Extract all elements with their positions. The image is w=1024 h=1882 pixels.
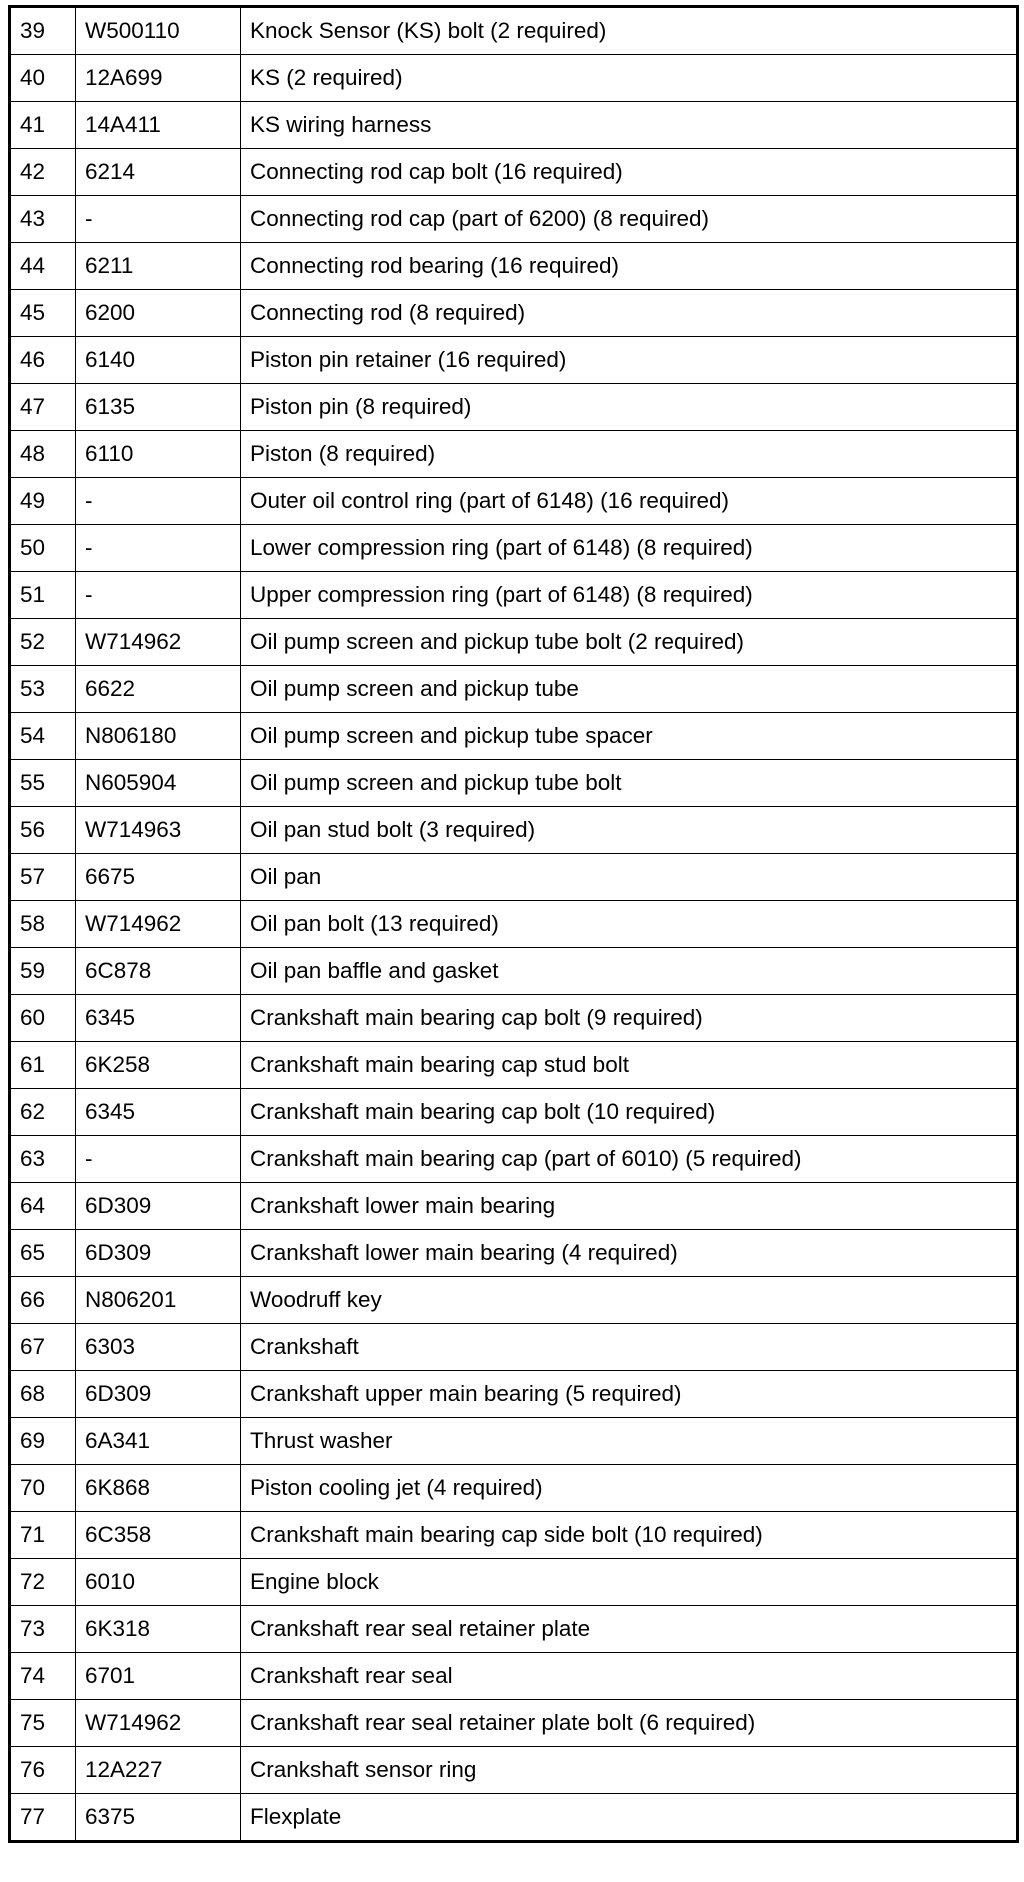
description-cell: Connecting rod bearing (16 required) (241, 243, 1018, 290)
item-number-cell: 72 (10, 1559, 76, 1606)
description-cell: Oil pan baffle and gasket (241, 948, 1018, 995)
parts-table-body (10, 7, 1018, 1842)
part-number-cell: 6622 (76, 666, 241, 713)
part-number-cell: - (76, 525, 241, 572)
table-row (10, 243, 1018, 290)
part-number-cell: W714962 (76, 1700, 241, 1747)
table-row (10, 666, 1018, 713)
part-number-cell: 6675 (76, 854, 241, 901)
table-row (10, 1277, 1018, 1324)
part-number-cell: W714962 (76, 901, 241, 948)
item-number-cell: 44 (10, 243, 76, 290)
table-row (10, 290, 1018, 337)
part-number-cell: 6345 (76, 1089, 241, 1136)
part-number-cell: 12A699 (76, 55, 241, 102)
description-cell: Outer oil control ring (part of 6148) (16 required) (241, 478, 1018, 525)
item-number-cell: 77 (10, 1794, 76, 1842)
item-number-cell: 40 (10, 55, 76, 102)
description-cell: Lower compression ring (part of 6148) (8 required) (241, 525, 1018, 572)
item-number-cell: 47 (10, 384, 76, 431)
table-row (10, 431, 1018, 478)
item-number-cell: 62 (10, 1089, 76, 1136)
table-row (10, 1512, 1018, 1559)
description-cell: KS wiring harness (241, 102, 1018, 149)
item-number-cell: 61 (10, 1042, 76, 1089)
table-row (10, 1418, 1018, 1465)
description-cell: Oil pump screen and pickup tube bolt (241, 760, 1018, 807)
parts-table (8, 5, 1019, 1843)
table-row (10, 1559, 1018, 1606)
description-cell: KS (2 required) (241, 55, 1018, 102)
item-number-cell: 49 (10, 478, 76, 525)
item-number-cell: 58 (10, 901, 76, 948)
part-number-cell: W500110 (76, 7, 241, 55)
table-row (10, 55, 1018, 102)
table-row (10, 525, 1018, 572)
table-row (10, 7, 1018, 55)
item-number-cell: 52 (10, 619, 76, 666)
item-number-cell: 60 (10, 995, 76, 1042)
part-number-cell: 6C878 (76, 948, 241, 995)
table-row (10, 1606, 1018, 1653)
part-number-cell: 6303 (76, 1324, 241, 1371)
table-row (10, 384, 1018, 431)
part-number-cell: 6140 (76, 337, 241, 384)
description-cell: Crankshaft main bearing cap bolt (9 required) (241, 995, 1018, 1042)
description-cell: Crankshaft main bearing cap stud bolt (241, 1042, 1018, 1089)
part-number-cell: N806201 (76, 1277, 241, 1324)
table-row (10, 102, 1018, 149)
description-cell: Crankshaft main bearing cap (part of 6010) (5 required) (241, 1136, 1018, 1183)
description-cell: Crankshaft rear seal retainer plate (241, 1606, 1018, 1653)
part-number-cell: 6110 (76, 431, 241, 478)
description-cell: Crankshaft lower main bearing (241, 1183, 1018, 1230)
table-row (10, 1747, 1018, 1794)
part-number-cell: 6345 (76, 995, 241, 1042)
table-row (10, 1700, 1018, 1747)
description-cell: Upper compression ring (part of 6148) (8 required) (241, 572, 1018, 619)
part-number-cell: 6214 (76, 149, 241, 196)
description-cell: Piston pin retainer (16 required) (241, 337, 1018, 384)
table-row (10, 1089, 1018, 1136)
part-number-cell: - (76, 478, 241, 525)
table-row (10, 760, 1018, 807)
item-number-cell: 70 (10, 1465, 76, 1512)
item-number-cell: 63 (10, 1136, 76, 1183)
item-number-cell: 56 (10, 807, 76, 854)
item-number-cell: 65 (10, 1230, 76, 1277)
part-number-cell: 6C358 (76, 1512, 241, 1559)
item-number-cell: 73 (10, 1606, 76, 1653)
item-number-cell: 71 (10, 1512, 76, 1559)
description-cell: Crankshaft (241, 1324, 1018, 1371)
part-number-cell: 14A411 (76, 102, 241, 149)
part-number-cell: N605904 (76, 760, 241, 807)
item-number-cell: 74 (10, 1653, 76, 1700)
item-number-cell: 66 (10, 1277, 76, 1324)
part-number-cell: N806180 (76, 713, 241, 760)
part-number-cell: 6D309 (76, 1230, 241, 1277)
part-number-cell: 6K258 (76, 1042, 241, 1089)
description-cell: Crankshaft lower main bearing (4 required) (241, 1230, 1018, 1277)
table-row (10, 572, 1018, 619)
item-number-cell: 59 (10, 948, 76, 995)
description-cell: Piston pin (8 required) (241, 384, 1018, 431)
description-cell: Crankshaft rear seal (241, 1653, 1018, 1700)
table-row (10, 149, 1018, 196)
item-number-cell: 57 (10, 854, 76, 901)
item-number-cell: 41 (10, 102, 76, 149)
part-number-cell: 6135 (76, 384, 241, 431)
table-row (10, 1042, 1018, 1089)
part-number-cell: 6010 (76, 1559, 241, 1606)
item-number-cell: 43 (10, 196, 76, 243)
part-number-cell: 6K318 (76, 1606, 241, 1653)
table-row (10, 196, 1018, 243)
table-row (10, 1653, 1018, 1700)
description-cell: Piston cooling jet (4 required) (241, 1465, 1018, 1512)
description-cell: Crankshaft main bearing cap bolt (10 required) (241, 1089, 1018, 1136)
item-number-cell: 68 (10, 1371, 76, 1418)
description-cell: Knock Sensor (KS) bolt (2 required) (241, 7, 1018, 55)
table-row (10, 1465, 1018, 1512)
table-row (10, 619, 1018, 666)
part-number-cell: 6701 (76, 1653, 241, 1700)
table-row (10, 1136, 1018, 1183)
item-number-cell: 46 (10, 337, 76, 384)
table-row (10, 337, 1018, 384)
item-number-cell: 55 (10, 760, 76, 807)
description-cell: Woodruff key (241, 1277, 1018, 1324)
description-cell: Oil pan bolt (13 required) (241, 901, 1018, 948)
description-cell: Crankshaft upper main bearing (5 required) (241, 1371, 1018, 1418)
part-number-cell: - (76, 196, 241, 243)
item-number-cell: 54 (10, 713, 76, 760)
table-row (10, 854, 1018, 901)
part-number-cell: W714962 (76, 619, 241, 666)
part-number-cell: W714963 (76, 807, 241, 854)
table-row (10, 901, 1018, 948)
item-number-cell: 67 (10, 1324, 76, 1371)
part-number-cell: - (76, 572, 241, 619)
description-cell: Oil pan stud bolt (3 required) (241, 807, 1018, 854)
description-cell: Oil pan (241, 854, 1018, 901)
description-cell: Crankshaft rear seal retainer plate bolt (6 required) (241, 1700, 1018, 1747)
part-number-cell: - (76, 1136, 241, 1183)
description-cell: Connecting rod cap bolt (16 required) (241, 149, 1018, 196)
item-number-cell: 39 (10, 7, 76, 55)
table-row (10, 948, 1018, 995)
table-row (10, 1324, 1018, 1371)
description-cell: Crankshaft main bearing cap side bolt (10 required) (241, 1512, 1018, 1559)
description-cell: Oil pump screen and pickup tube spacer (241, 713, 1018, 760)
part-number-cell: 6D309 (76, 1371, 241, 1418)
item-number-cell: 45 (10, 290, 76, 337)
table-row (10, 1230, 1018, 1277)
table-row (10, 995, 1018, 1042)
description-cell: Connecting rod (8 required) (241, 290, 1018, 337)
description-cell: Connecting rod cap (part of 6200) (8 required) (241, 196, 1018, 243)
description-cell: Engine block (241, 1559, 1018, 1606)
description-cell: Crankshaft sensor ring (241, 1747, 1018, 1794)
item-number-cell: 42 (10, 149, 76, 196)
description-cell: Oil pump screen and pickup tube (241, 666, 1018, 713)
part-number-cell: 6211 (76, 243, 241, 290)
item-number-cell: 53 (10, 666, 76, 713)
description-cell: Thrust washer (241, 1418, 1018, 1465)
table-row (10, 478, 1018, 525)
part-number-cell: 6D309 (76, 1183, 241, 1230)
item-number-cell: 76 (10, 1747, 76, 1794)
description-cell: Oil pump screen and pickup tube bolt (2 required) (241, 619, 1018, 666)
item-number-cell: 64 (10, 1183, 76, 1230)
part-number-cell: 6200 (76, 290, 241, 337)
part-number-cell: 6K868 (76, 1465, 241, 1512)
item-number-cell: 50 (10, 525, 76, 572)
table-row (10, 713, 1018, 760)
part-number-cell: 6A341 (76, 1418, 241, 1465)
part-number-cell: 6375 (76, 1794, 241, 1842)
table-row (10, 807, 1018, 854)
item-number-cell: 51 (10, 572, 76, 619)
item-number-cell: 69 (10, 1418, 76, 1465)
table-row (10, 1794, 1018, 1842)
description-cell: Flexplate (241, 1794, 1018, 1842)
description-cell: Piston (8 required) (241, 431, 1018, 478)
item-number-cell: 75 (10, 1700, 76, 1747)
item-number-cell: 48 (10, 431, 76, 478)
table-row (10, 1371, 1018, 1418)
part-number-cell: 12A227 (76, 1747, 241, 1794)
table-row (10, 1183, 1018, 1230)
